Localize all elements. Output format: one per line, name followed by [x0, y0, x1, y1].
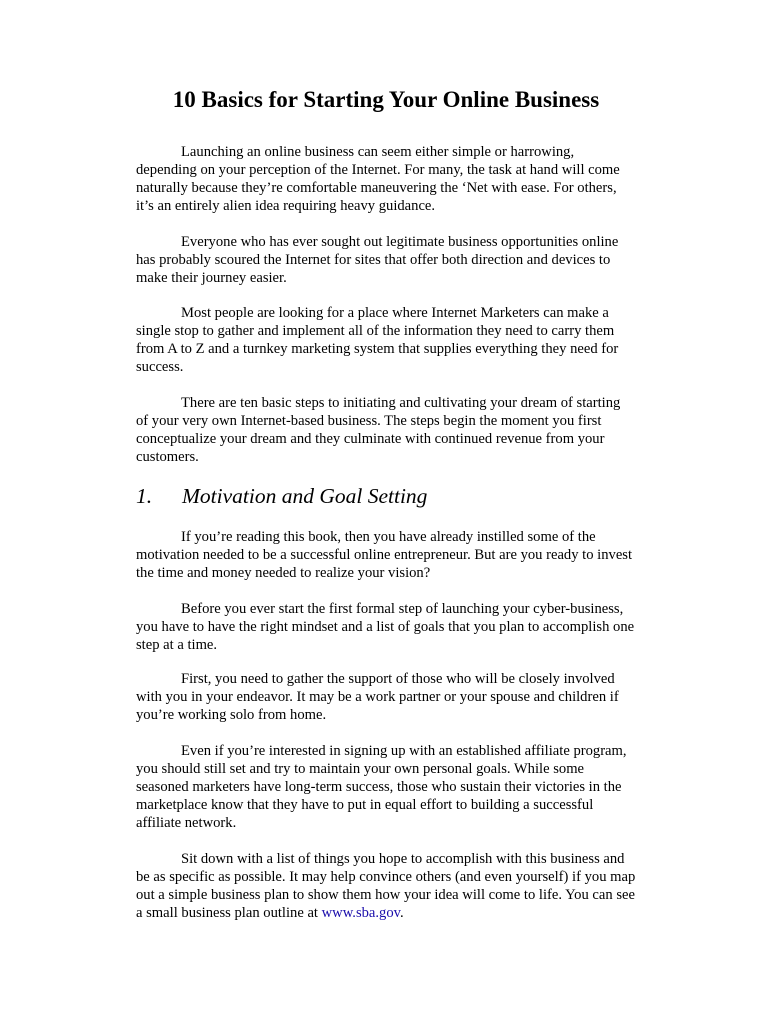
intro-paragraph-4: There are ten basic steps to initiating and cultivating your dream of starting of your very own Internet-based business. The steps begin the moment you first conceptualize your dream and they culminate with continued revenue from your customers. [136, 395, 621, 465]
section-heading [136, 482, 427, 510]
intro-paragraph-3: Most people are looking for a place where Internet Marketers can make a single stop to gather and implement all of the information they need to carry them from A to Z and a turnkey marketing system that supplies everything they need for success. [136, 305, 619, 375]
document-title: 10 Basics for Starting Your Online Business [172, 87, 600, 112]
intro-paragraph-1: Launching an online business can seem either simple or harrowing, depending on your perception of the Internet. For many, the task at hand will come naturally because they’re comfortable maneuvering the ‘Net with ease. For others, it’s an entirely alien idea requiring heavy guidance. [136, 144, 620, 214]
section-number: 1. [136, 484, 153, 508]
sba-link[interactable]: www.sba.gov [321, 905, 401, 921]
intro-paragraph-2: Everyone who has ever sought out legitimate business opportunities online has probably scoured the Internet for sites that offer both direction and devices to make their journey easier. [136, 234, 619, 286]
section-paragraph-2: Before you ever start the first formal step of launching your cyber-business, you have to have the right mindset and a list of goals that you plan to accomplish one step at a time. [136, 601, 635, 653]
section-paragraph-5: Sit down with a list of things you hope to accomplish with this business and be as specific as possible. It may help convince others (and even yourself) if you map out a simple business plan to show them how your idea will come to life. You can see a small business plan outline at www.sba.gov. [136, 851, 636, 921]
section-paragraph-4: Even if you’re interested in signing up with an established affiliate program, you should still set and try to maintain your own personal goals. While some seasoned marketers have long-term success, those who sustain their victories in the marketplace know that they have to put in equal effort to building a successful affiliate network. [136, 743, 627, 831]
section-paragraph-3: First, you need to gather the support of those who will be closely involved with you in your endeavor. It may be a work partner or your spouse and children if you’re working solo from home. [136, 671, 619, 723]
section-paragraph-1: If you’re reading this book, then you have already instilled some of the motivation needed to be a successful online entrepreneur. But are you ready to invest the time and money needed to realize your vision? [136, 529, 633, 581]
section-title: Motivation and Goal Setting [182, 484, 428, 508]
